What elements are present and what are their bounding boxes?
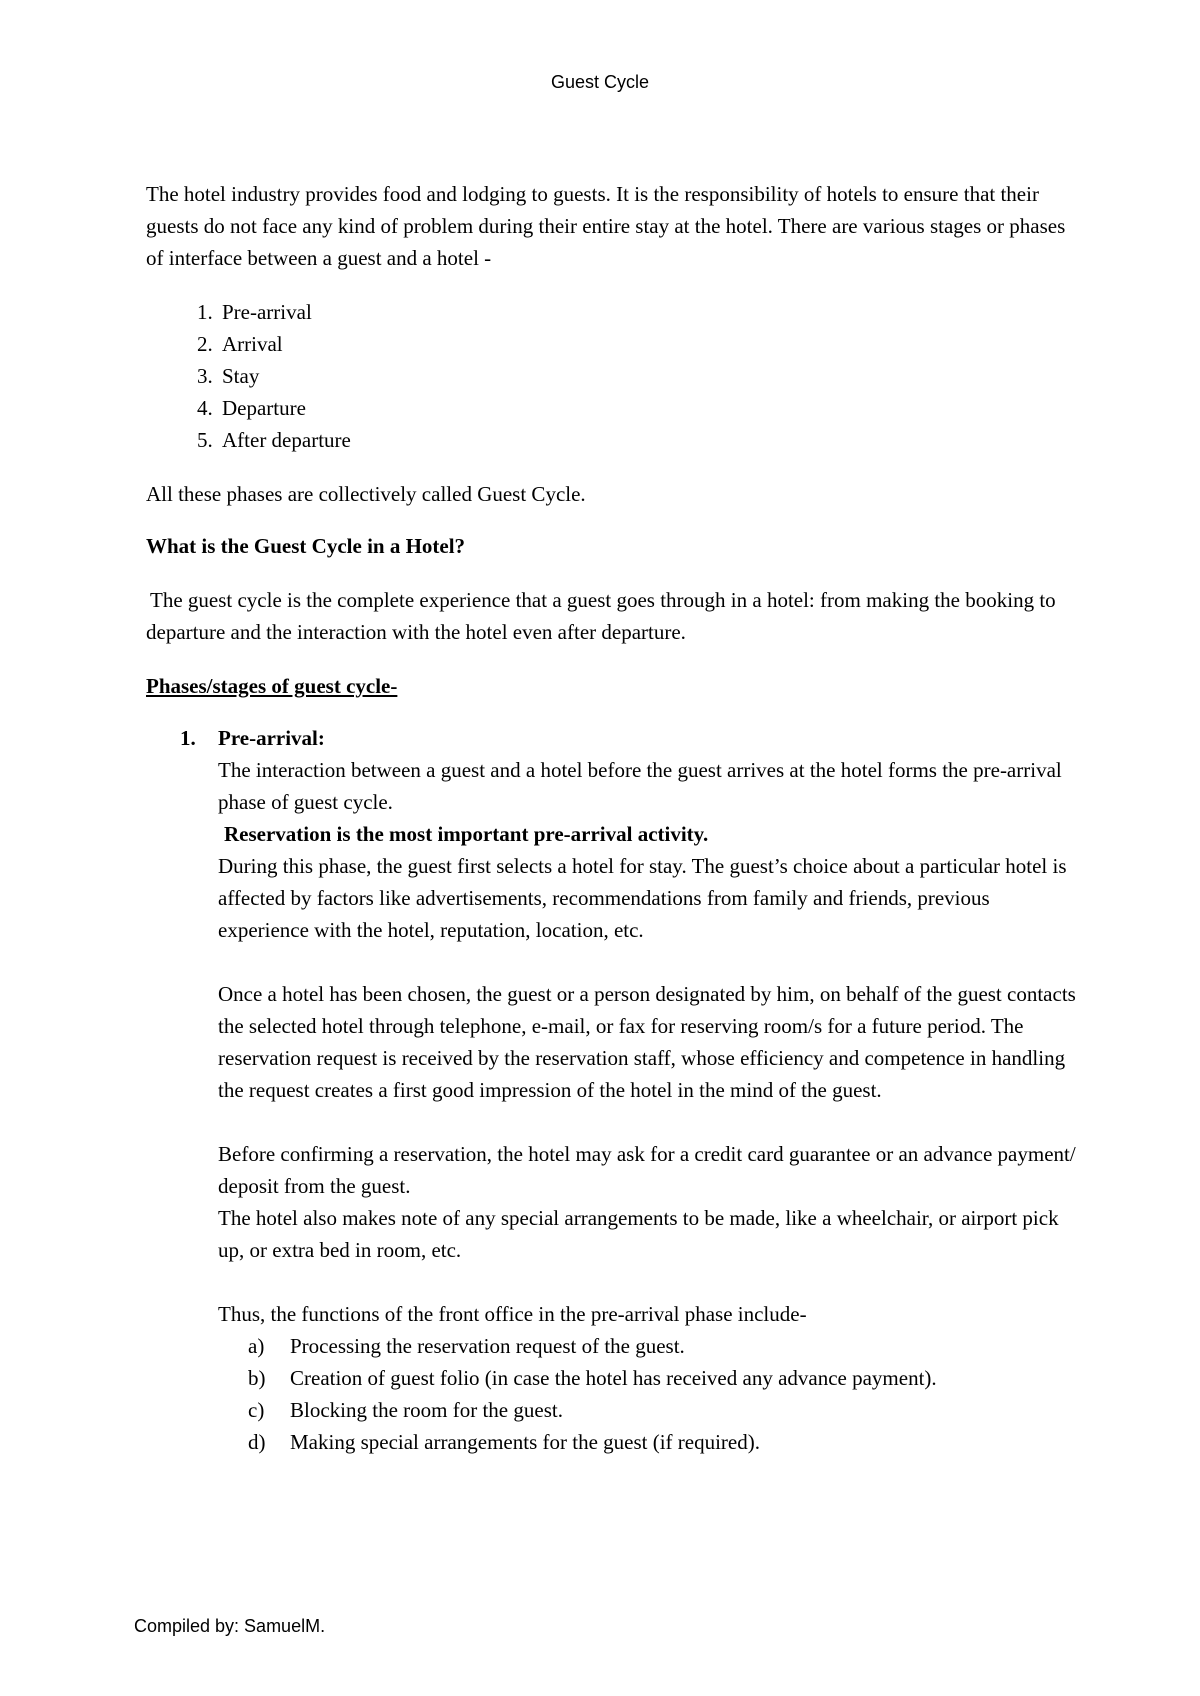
list-item: 2. Arrival bbox=[218, 328, 1076, 360]
footer-credit: Compiled by: SamuelM. bbox=[134, 1616, 326, 1636]
document-body bbox=[146, 178, 1076, 1458]
paragraph-gap bbox=[218, 1106, 1076, 1138]
list-text: Making special arrangements for the guest (if required). bbox=[290, 1430, 760, 1454]
list-item: 1. Pre-arrival bbox=[218, 296, 1076, 328]
list-label: b) bbox=[248, 1366, 266, 1390]
definition-paragraph: The guest cycle is the complete experience that a guest goes through in a hotel: from making the booking to departure and the interaction with the hotel even after departure. bbox=[146, 588, 1056, 644]
page-header bbox=[0, 70, 1200, 94]
list-item bbox=[248, 1362, 1076, 1394]
list-label: a) bbox=[248, 1334, 265, 1358]
stage-title: Pre-arrival: bbox=[218, 726, 325, 750]
list-item bbox=[248, 1426, 1076, 1458]
phases-heading: Phases/stages of guest cycle- bbox=[146, 674, 398, 698]
collective-sentence: All these phases are collectively called Guest Cycle. bbox=[146, 482, 586, 506]
phases-list bbox=[146, 296, 1076, 456]
functions-intro: Thus, the functions of the front office in the pre-arrival phase include- bbox=[218, 1302, 807, 1326]
stage-key-point: Reservation is the most important pre-arrival activity. bbox=[224, 822, 709, 846]
stage-intro: The interaction between a guest and a hotel before the guest arrives at the hotel forms the pre-arrival phase of guest cycle. bbox=[218, 758, 1062, 814]
stage-paragraph: The hotel also makes note of any special arrangements to be made, like a wheelchair, or airport pick up, or extra bed in room, etc. bbox=[218, 1206, 1059, 1262]
list-item: 3. Stay bbox=[218, 360, 1076, 392]
intro-paragraph: The hotel industry provides food and lodging to guests. It is the responsibility of hotels to ensure that their guests do not face any kind of problem during their entire stay at the hotel. There are various stages or phases of interface between a guest and a hotel - bbox=[146, 182, 1066, 270]
stage-paragraph: Before confirming a reservation, the hotel may ask for a credit card guarantee or an advance payment/ deposit from the guest. bbox=[218, 1142, 1076, 1198]
stage-number: 1. bbox=[180, 726, 196, 750]
document-title: Guest Cycle bbox=[550, 72, 650, 92]
list-text: Creation of guest folio (in case the hotel has received any advance payment). bbox=[290, 1366, 937, 1390]
list-item bbox=[248, 1330, 1076, 1362]
list-label: c) bbox=[248, 1398, 265, 1422]
paragraph-gap bbox=[218, 946, 1076, 978]
list-item: 4. Departure bbox=[218, 392, 1076, 424]
list-text: Blocking the room for the guest. bbox=[290, 1398, 563, 1422]
functions-list bbox=[218, 1330, 1076, 1458]
stage-pre-arrival bbox=[146, 722, 1076, 1458]
stage-paragraph: Once a hotel has been chosen, the guest or a person designated by him, on behalf of the guest contacts the selected hotel through telephone, e-mail, or fax for reserving room/s for a future period. The reservation request is received by the reservation staff, whose efficiency and competence in handling the request creates a first good impression of the hotel in the mind of the guest. bbox=[218, 982, 1076, 1102]
question-heading: What is the Guest Cycle in a Hotel? bbox=[146, 534, 466, 558]
paragraph-gap bbox=[218, 1266, 1076, 1298]
list-label: d) bbox=[248, 1430, 266, 1454]
list-item bbox=[248, 1394, 1076, 1426]
stage-paragraph: During this phase, the guest first selects a hotel for stay. The guest’s choice about a particular hotel is affected by factors like advertisements, recommendations from family and friends, previous experience with the hotel, reputation, location, etc. bbox=[218, 854, 1067, 942]
list-item: 5. After departure bbox=[218, 424, 1076, 456]
list-text: Processing the reservation request of the guest. bbox=[290, 1334, 685, 1358]
page-footer bbox=[134, 1614, 325, 1638]
